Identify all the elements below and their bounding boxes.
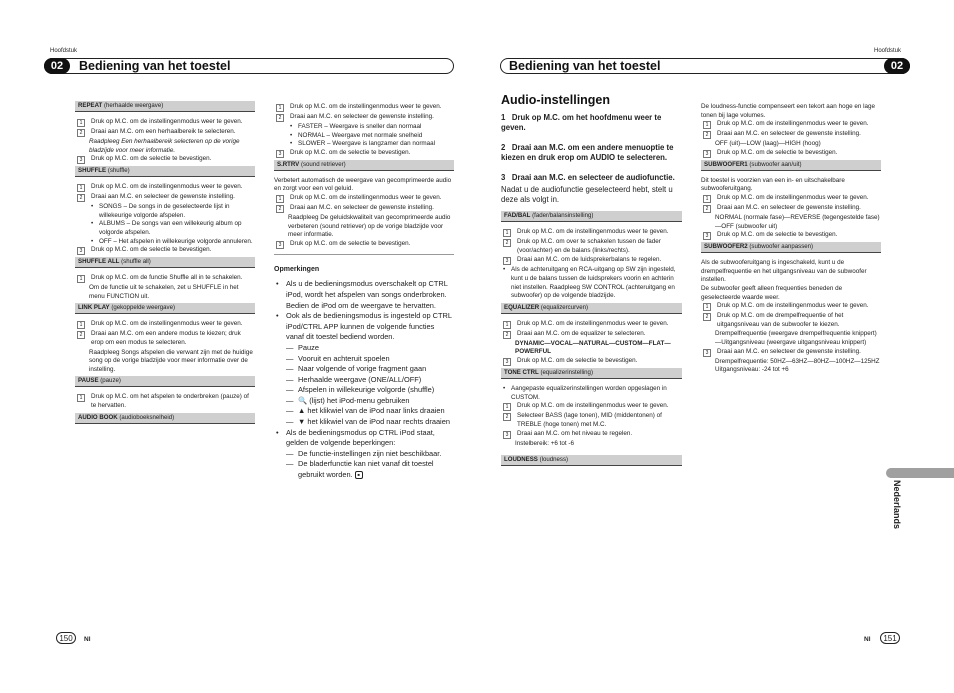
page-number-left: 150 [56,632,76,644]
language-tab-label: Nederlands [892,480,902,530]
chapter-label-right: Hoofdstuk [874,48,902,54]
chapter-bar-left [44,58,454,74]
section-header-tone-ctrl: TONE CTRL (equalizerinstelling) [501,368,682,379]
search-icon: 🔍 [298,395,308,405]
section-header-repeat: REPEAT (herhaalde weergave) [75,101,255,112]
chapter-title-left: Bediening van het toestel [79,59,231,73]
footer-lang-right: Nl [864,636,871,643]
section-header-pause: PAUSE (pauze) [75,376,255,387]
column-2: 1 Druk op M.C. om de instellingenmodus weer te geven. 2 Draai aan M.C. en selecteer de gewenste instelling. • FASTER – Weergave is sneller dan normaal • NORMAL – Weergave met normale snelheid • SLOWER – Weergave is langzamer dan normaal 3 Druk op M.C. om de selectie te bevestigen. S.RTRV (sound retriever) Verbetert automatisch de weergave van gecomprimeerde audio en zorgt voor een vol geluid. 1 Druk op M.C. om de instellingenmodus weer te geven. 2 Draai aan M.C. en selecteer de gewenste instelling. Raadpleeg De geluidskwaliteit van gecomprimeerde audio verbeteren (sound retriever) op de vorige bladzijde voor meer informatie. 3 Druk op M.C. om de selectie te bevestigen. Opmerkingen • Als u de bedieningsmodus overschakelt op CTRL iPod, wordt het afspelen van songs onderbroken. Bedien de iPod om de weergave te hervatten. • Ook als de bedieningsmodus is ingesteld op CTRL iPod/CTRL APP kunnen de volgende functies vanaf dit toestel bediend worden. — Pauze — Vooruit en achteruit spoelen — Naar volgende of vorige fragment gaan — Herhaalde weergave (ONE/ALL/OFF) — Afspelen in willekeurige volgorde (shuffle) — 🔍 (lijst) het iPod-menu gebruiken — ▲ het klikwiel van de iPod naar links draaien — ▼ het klikwiel van de iPod naar rechts draaien • Als de bedieningsmodus op CTRL iPod staat, gelden de volgende beperkingen: — De functie-instellingen zijn niet beschikbaar. — De bladerfunctie kan niet vanaf dit toestel gebruikt worden. ■ [274,103,454,481]
section-header-link-play: LINK PLAY (gekoppelde weergave) [75,303,255,314]
notes-heading: Opmerkingen [274,265,320,273]
section-title-audio: Audio-instellingen [501,93,611,107]
section-header-shuffle-all: SHUFFLE ALL (shuffle all) [75,257,255,268]
section-header-shuffle: SHUFFLE (shuffle) [75,166,255,177]
footer-lang-left: Nl [84,636,91,643]
section-header-subwoofer2: SUBWOOFER2 (subwoofer aanpassen) [701,242,881,253]
column-1: REPEAT (herhaalde weergave) 1 Druk op M.C. om de instellingenmodus weer te geven. 2 Draai aan M.C. om een herhaalbereik te selecteren. Raadpleeg Een herhaalbereik selecteren op de vorige bladzijde voor meer informatie. 3 Druk op M.C. om de selectie te bevestigen. SHUFFLE (shuffle) 1 Druk op M.C. om de instellingenmodus weer te geven. 2 Draai aan M.C. en selecteer de gewenste instelling. • SONGS – De songs in de geselecteerde lijst in willekeurige volgorde afspelen. • ALBUMS – De songs van een willekeurig album op volgorde afspelen. • OFF – Het afspelen in willekeurige volgorde annuleren. 3 Druk op M.C. om de selectie te bevestigen. SHUFFLE ALL (shuffle all) 1 Druk op M.C. om de functie Shuffle all in te schakelen. Om de functie uit te schakelen, zet u SHUFFLE in het menu FUNCTION uit. LINK PLAY (gekoppelde weergave) 1 Druk op M.C. om de instellingenmodus weer te geven. 2 Draai aan M.C. om een andere modus te kiezen; druk erop om een modus te selecteren. Raadpleeg Songs afspelen die verwant zijn met de huidige song op de vorige bladzijde voor meer informatie over de instelling. PAUSE (pauze) 1 Druk op M.C. om het afspelen te onderbreken (pauze) of te hervatten. AUDIO BOOK (audioboeksnelheid) [75,99,255,430]
section-header-audio-book: AUDIO BOOK (audioboeksnelheid) [75,413,255,424]
chapter-number-right: 02 [884,58,910,74]
section-header-equalizer: EQUALIZER (equalizercurven) [501,303,682,314]
chapter-title-right: Bediening van het toestel [509,59,661,73]
language-tab [886,468,954,478]
chapter-label-left: Hoofdstuk [50,48,78,54]
section-header-loudness: LOUDNESS (loudness) [501,455,682,466]
section-header-subwoofer1: SUBWOOFER1 (subwoofer aan/uit) [701,160,881,171]
column-3: Audio-instellingen 1 Druk op M.C. om het hoofdmenu weer te geven. 2 Draai aan M.C. om een andere menuoptie te kiezen en druk erop om AUDIO te selecteren. 3 Draai aan M.C. en selecteer de audiofunctie. Nadat u de audiofunctie geselecteerd hebt, stelt u deze als volgt in. FAD/BAL (fader/balansinstelling) 1 Druk op M.C. om de instellingenmodus weer te geven. 2 Druk op M.C. om over te schakelen tussen de fader (voor/achter) en de balans (links/rechts). 3 Draai aan M.C. om de luidsprekerbalans te regelen. • Als de achteruitgang en RCA-uitgang op SW zijn ingesteld, kunt u de balans tussen de luidsprekers voorin en achterin niet instellen. Raadpleeg SW CONTROL (achteruitgang en subwoofer) op de volgende bladzijde. EQUALIZER (equalizercurven) 1 Druk op M.C. om de instellingenmodus weer te geven. 2 Draai aan M.C. om de equalizer te selecteren. DYNAMIC—VOCAL—NATURAL—CUSTOM—FLAT—POWERFUL 3 Druk op M.C. om de selectie te bevestigen. TONE CTRL (equalizerinstelling) • Aangepaste equalizerinstellingen worden opgeslagen in CUSTOM. 1 Druk op M.C. om de instellingenmodus weer te geven. 2 Selecteer BASS (lage tonen), MID (middentonen) of TREBLE (hoge tonen) met M.C. 3 Draai aan M.C. om het niveau te regelen. Instelbereik: +6 tot -6 LOUDNESS (loudness) [501,96,682,472]
notes: Opmerkingen • Als u de bedieningsmodus overschakelt op CTRL iPod, wordt het afspelen van songs onderbroken. Bedien de iPod om de weergave te hervatten. • Ook als de bedieningsmodus is ingesteld op CTRL iPod/CTRL APP kunnen de volgende functies vanaf dit toestel bediend worden. — Pauze — Vooruit en achteruit spoelen — Naar volgende of vorige fragment gaan — Herhaalde weergave (ONE/ALL/OFF) — Afspelen in willekeurige volgorde (shuffle) — 🔍 (lijst) het iPod-menu gebruiken — ▲ het klikwiel van de iPod naar links draaien — ▼ het klikwiel van de iPod naar rechts draaien • Als de bedieningsmodus op CTRL iPod staat, gelden de volgende beperkingen: — De functie-instellingen zijn niet beschikbaar. — De bladerfunctie kan niet vanaf dit toestel gebruikt worden. ■ [274,265,454,481]
page-number-right: 151 [880,632,900,644]
chapter-number-left: 02 [44,58,70,74]
end-mark-icon: ■ [355,471,363,479]
section-header-fad-bal: FAD/BAL (fader/balansinstelling) [501,211,682,222]
column-4: De loudness-functie compenseert een tekort aan hoge en lage tonen bij lage volumes. 1 Druk op M.C. om de instellingenmodus weer te geven. 2 Draai aan M.C. en selecteer de gewenste instelling. OFF (uit)—LOW (laag)—HIGH (hoog) 3 Druk op M.C. om de selectie te bevestigen. SUBWOOFER1 (subwoofer aan/uit) Dit toestel is voorzien van een in- en uitschakelbare subwooferuitgang. 1 Druk op M.C. om de instellingenmodus weer te geven. 2 Draai aan M.C. en selecteer de gewenste instelling. NORMAL (normale fase)—REVERSE (tegengestelde fase)—OFF (subwoofer uit) 3 Druk op M.C. om de selectie te bevestigen. SUBWOOFER2 (subwoofer aanpassen) Als de subwooferuitgang is ingeschakeld, kunt u de drempelfrequentie en het uitgangsniveau van de subwoofer instellen. De subwoofer geeft alleen frequenties beneden de geselecteerde waarde weer. 1 Druk op M.C. om de instellingenmodus weer te geven. 2 Druk op M.C. om de drempelfrequentie of het uitgangsniveau van de subwoofer te kiezen. Drempelfrequentie (weergave drempelfrequentie knippert)—Uitgangsniveau (weergave uitgangsniveau knippert) 3 Draai aan M.C. en selecteer de gewenste instelling. Drempelfrequentie: 50HZ—63HZ—80HZ—100HZ—125HZ Uitgangsniveau: -24 tot +6 [701,103,880,374]
section-header-srtrv: S.RTRV (sound retriever) [274,160,454,171]
chapter-bar-right [500,58,910,74]
